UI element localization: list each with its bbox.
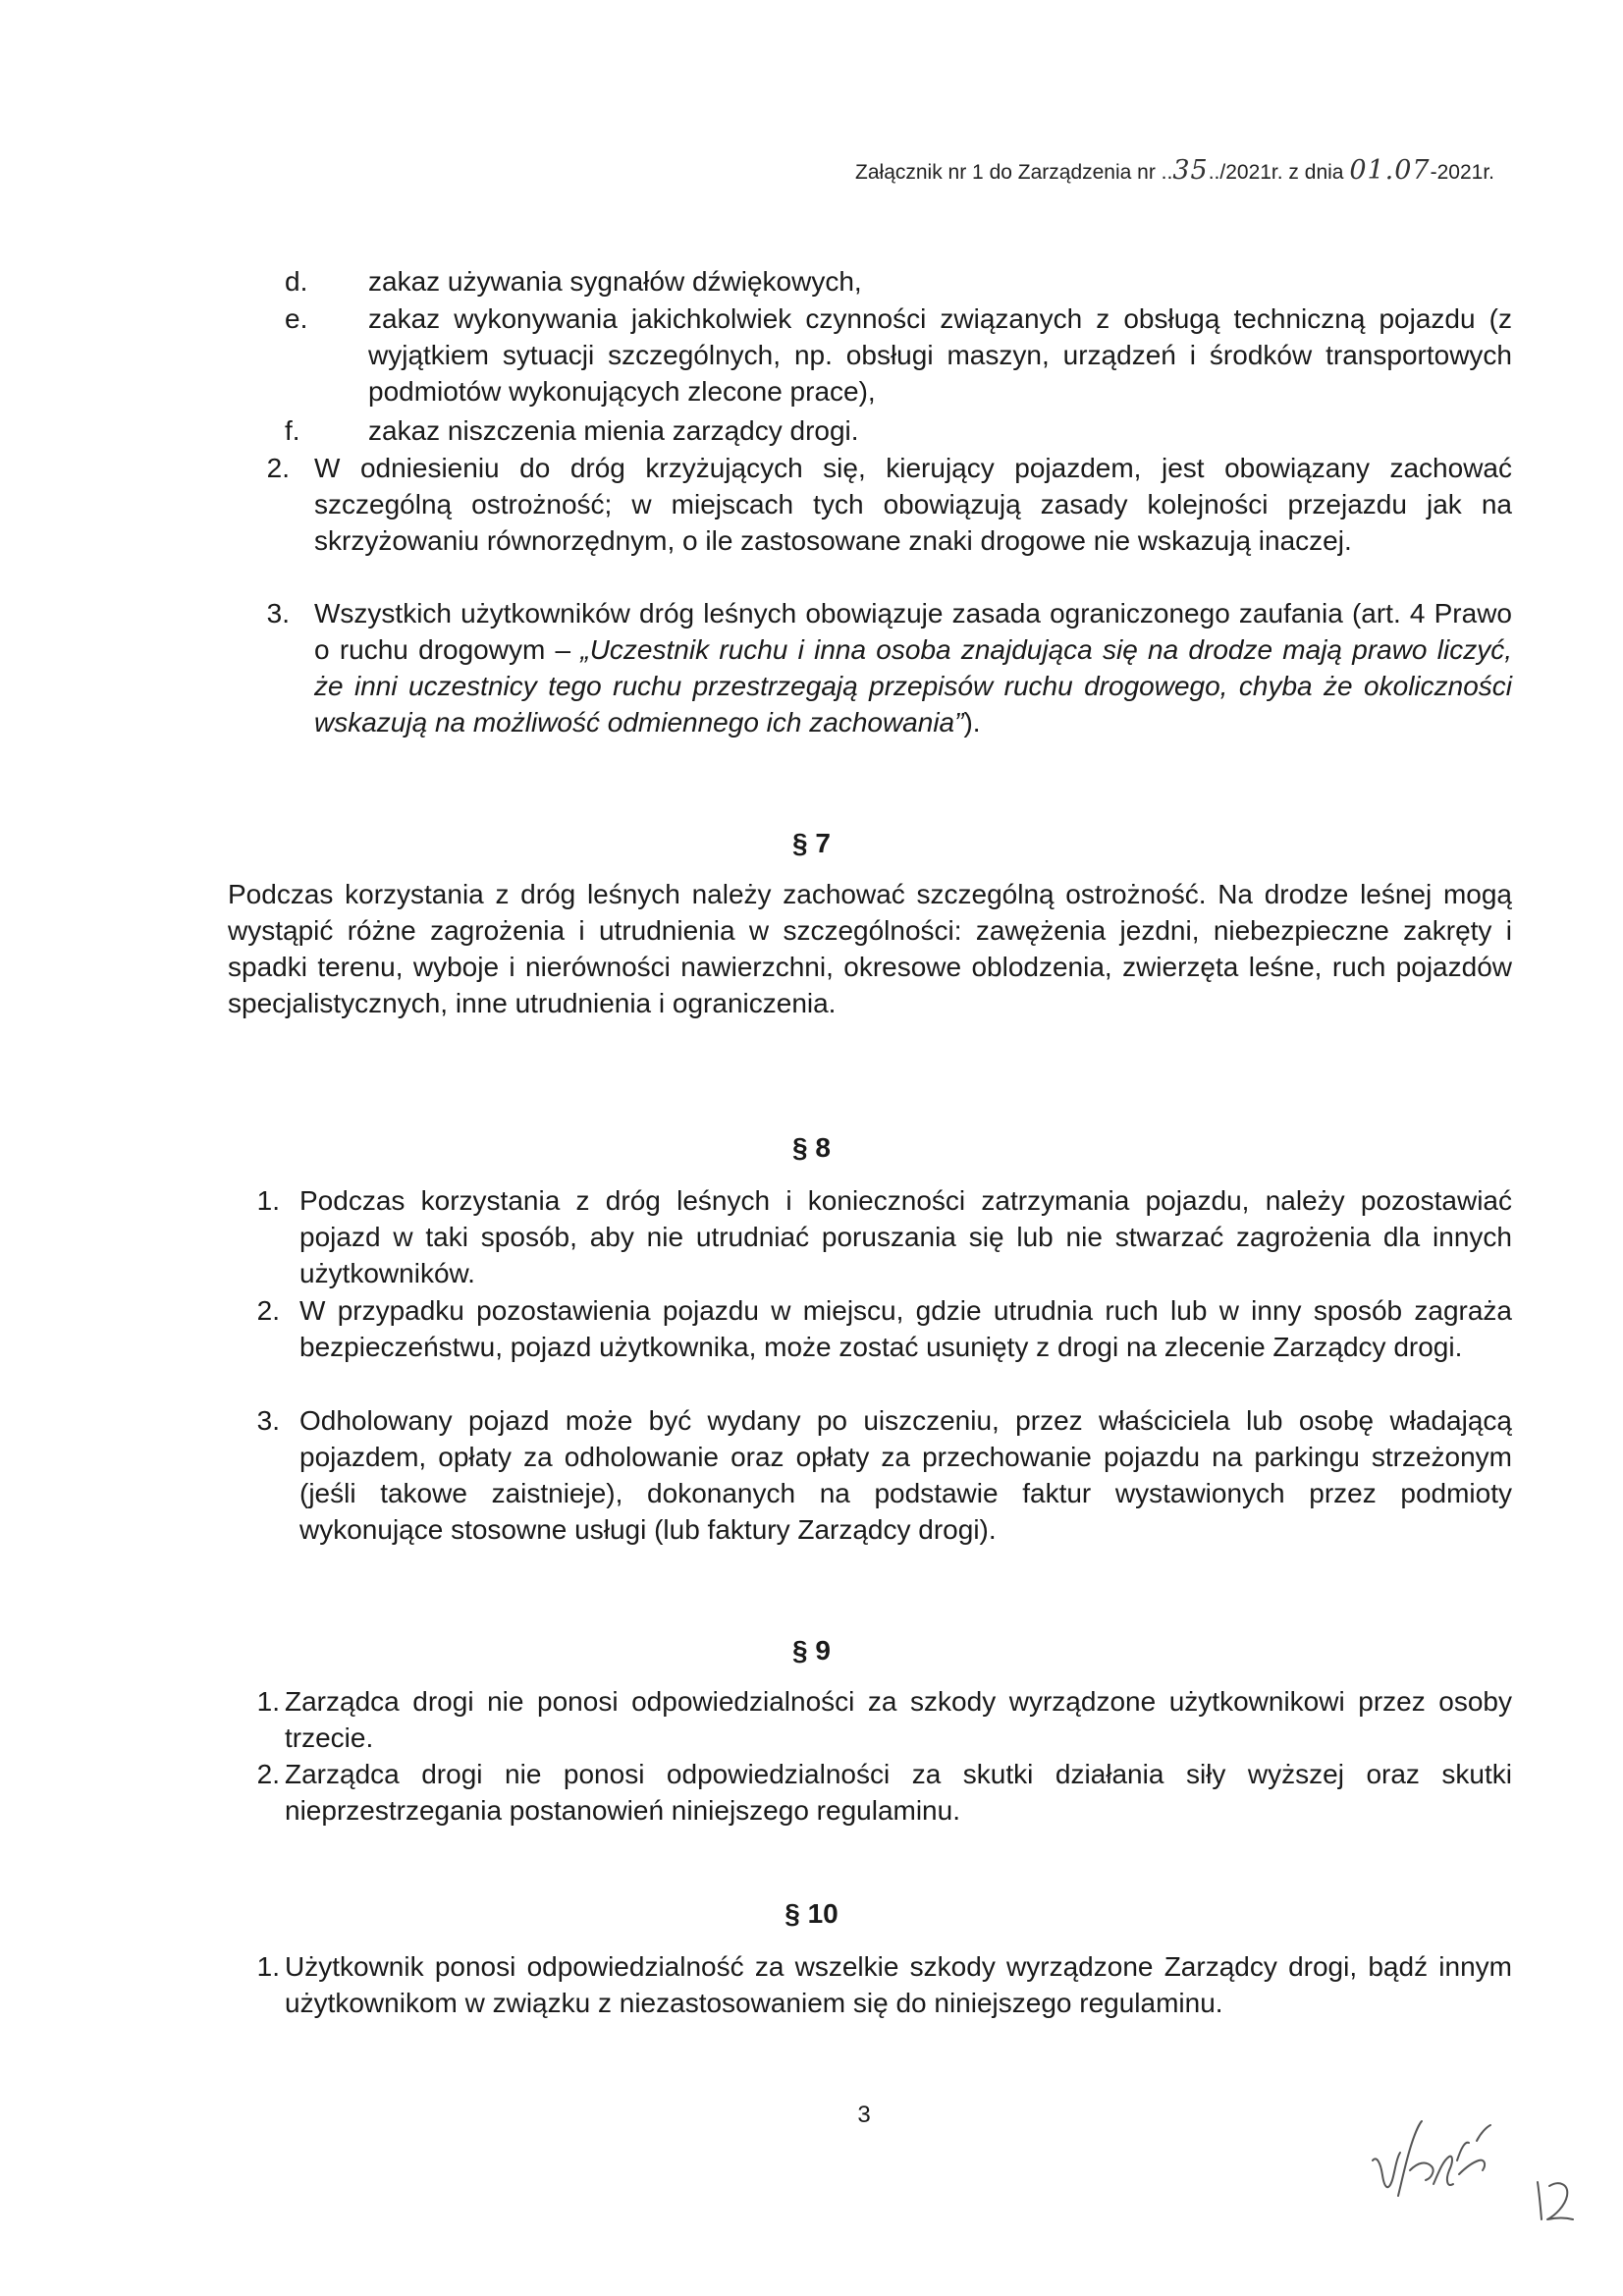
list-marker: 2. — [256, 1295, 280, 1326]
header-prefix: Załącznik nr 1 do Zarządzenia nr .. — [855, 161, 1173, 184]
list-text: Zarządca drogi nie ponosi odpowiedzialności za szkody wyrządzone użytkownikowi przez osoby trzecie. — [285, 1686, 1512, 1753]
list-marker: d. — [285, 266, 308, 297]
list-marker: 2. — [266, 453, 290, 483]
header-suffix: -2021r. — [1430, 161, 1494, 184]
section-paragraph: Podczas korzystania z dróg leśnych należy zachować szczególną ostrożność. Na drodze leśnej mogą wystąpić różne zagrożenia i utrudnienia w szczególności: zawężenia jezdni, niebezpieczne zakręty i spadki terenu, wyboje i nierówności nawierzchni, okresowe oblodzenia, zwierzęta leśne, ruch pojazdów specjalistycznych, inne utrudnienia i ograniczenia. — [228, 879, 1512, 1018]
section-title: § 7 — [792, 828, 831, 858]
section-title: § 10 — [784, 1898, 839, 1929]
list-marker: 3. — [256, 1405, 280, 1436]
handwritten-signature — [1363, 2102, 1589, 2239]
list-text: W przypadku pozostawienia pojazdu w miejscu, gdzie utrudnia ruch lub w inny sposób zagraża bezpieczeństwu, pojazd użytkownika, może zostać usunięty z drogi na zlecenie Zarządcy drogi. — [299, 1295, 1512, 1362]
list-text: zakaz wykonywania jakichkolwiek czynności związanych z obsługą techniczną pojazdu (z wyjątkiem sytuacji szczególnych, np. obsługi maszyn, urządzeń i środków transportowych podmiotów wykonujących zlecone prace), — [368, 303, 1512, 407]
document-header — [855, 155, 1494, 186]
quote-end: ). — [963, 707, 981, 738]
list-text: Podczas korzystania z dróg leśnych i konieczności zatrzymania pojazdu, należy pozostawiać pojazd w taki sposób, aby nie utrudniać poruszania się lub nie stwarzać zagrożenia dla innych użytkowników. — [299, 1185, 1512, 1288]
list-text — [314, 595, 1512, 740]
header-mid: ../2021r. z dnia — [1208, 161, 1350, 184]
handwritten-number: 35 — [1172, 155, 1209, 186]
list-text: Odholowany pojazd może być wydany po uiszczeniu, przez właściciela lub osobę władającą pojazdem, opłaty za odholowanie oraz opłaty za przechowanie pojazdu na parkingu strzeżonym (jeśli takowe zaistnieje), dokonanych na podstawie faktur wystawionych przez podmioty wykonujące stosowne usługi (lub faktury Zarządcy drogi). — [299, 1405, 1512, 1545]
list-marker: 3. — [266, 598, 290, 629]
list-marker: f. — [285, 415, 300, 446]
section-title: § 8 — [792, 1132, 831, 1163]
list-text: Użytkownik ponosi odpowiedzialność za wszelkie szkody wyrządzone Zarządcy drogi, bądź innym użytkownikom w związku z niezastosowaniem się do niniejszego regulaminu. — [285, 1951, 1512, 2018]
list-text: Zarządca drogi nie ponosi odpowiedzialności za skutki działania siły wyższej oraz skutki nieprzestrzegania postanowień niniejszego regulaminu. — [285, 1759, 1512, 1826]
list-text: zakaz niszczenia mienia zarządcy drogi. — [368, 415, 859, 446]
handwritten-date: 01.07 — [1349, 155, 1431, 186]
list-text: W odniesieniu do dróg krzyżujących się, kierujący pojazdem, jest obowiązany zachować szczególną ostrożność; w miejscach tych obowiązują zasady kolejności przejazdu jak na skrzyżowaniu równorzędnym, o ile zastosowane znaki drogowe nie wskazują inaczej. — [314, 453, 1512, 556]
section-title: § 9 — [792, 1635, 831, 1666]
quote-intro: Wszystkich użytkowników dróg leśnych obowiązuje zasada ograniczonego zaufania (art. 4 Prawo o ruchu drogowym – — [314, 598, 1512, 665]
list-marker: 2. — [256, 1759, 280, 1789]
page-number: 3 — [857, 2102, 871, 2128]
list-marker: 1. — [256, 1951, 280, 1982]
list-marker: 1. — [256, 1185, 280, 1216]
quote-text: „Uczestnik ruchu i inna osoba znajdująca się na drodze mają prawo liczyć, że inni uczestnicy tego ruchu przestrzegają przepisów ruchu drogowego, chyba że okoliczności wskazują na możliwość odmiennego ich zachowania” — [314, 634, 1512, 738]
list-text: zakaz używania sygnałów dźwiękowych, — [368, 266, 862, 297]
list-marker: e. — [285, 303, 308, 334]
list-marker: 1. — [256, 1686, 280, 1717]
